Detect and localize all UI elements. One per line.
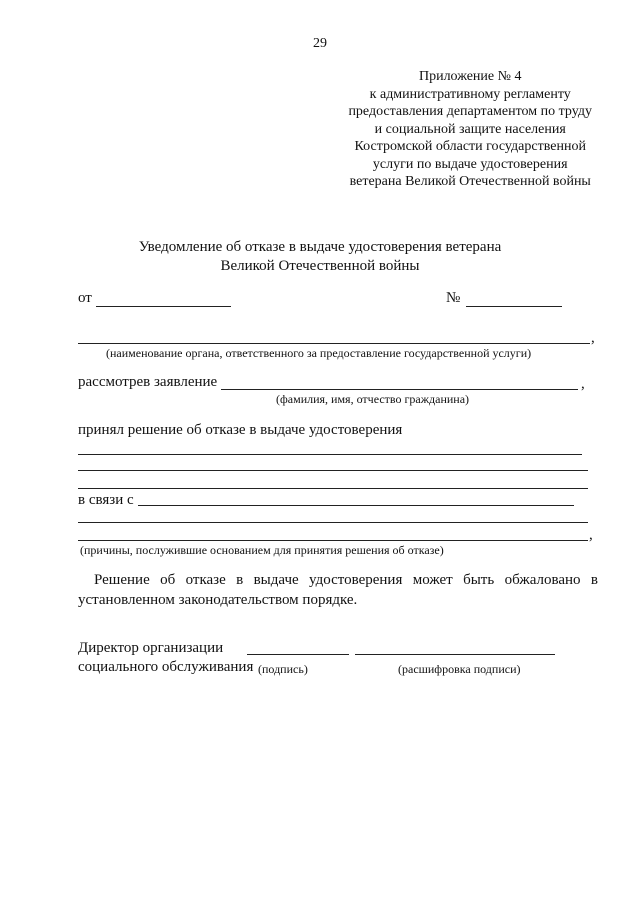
appendix-line: Костромской области государственной <box>354 139 586 154</box>
appendix-line: Приложение № 4 <box>418 69 522 84</box>
citizen-caption: (фамилия, имя, отчество гражданина) <box>276 392 470 406</box>
page-number: 29 <box>313 36 327 51</box>
organization-caption: (наименование органа, ответственного за предоставление государственной услуги) <box>106 346 532 360</box>
from-date-field-line[interactable] <box>96 306 231 307</box>
reason-label: в связи с <box>78 492 134 508</box>
citizen-field-line[interactable] <box>221 389 578 390</box>
appendix-line: услуги по выдаче удостоверения <box>372 156 568 172</box>
organization-field-line[interactable] <box>78 343 590 344</box>
appendix-line: и социальной защите населения <box>374 121 566 137</box>
appendix-line: ветерана Великой Отечественной войны <box>349 174 591 189</box>
document-title-line1: Уведомление об отказе в выдаче удостоверения ветерана <box>138 239 502 255</box>
signature-decode-field-line[interactable] <box>355 654 555 655</box>
document-title <box>0 238 640 276</box>
director-position-line2: социального обслуживания <box>78 659 254 675</box>
decision-field-line-2[interactable] <box>78 470 588 471</box>
appeal-paragraph: Решение об отказе в выдаче удостоверения может быть обжаловано в установленном законодательством порядке. <box>78 572 598 608</box>
reviewed-label: рассмотрев заявление <box>78 374 218 390</box>
number-field-line[interactable] <box>466 306 562 307</box>
appendix-line: предоставления департаментом по труду <box>348 104 592 119</box>
organization-comma: , <box>591 330 595 346</box>
director-position-line1: Директор организации <box>78 640 224 656</box>
reason-field-line-3[interactable] <box>78 540 588 541</box>
number-label: № <box>446 290 461 306</box>
signature-field-line[interactable] <box>247 654 349 655</box>
decision-field-line-1[interactable] <box>78 454 582 455</box>
reason-field-line-1[interactable] <box>138 505 574 506</box>
from-label: от <box>78 290 92 306</box>
appendix-line: к административному регламенту <box>369 86 571 102</box>
decision-label: принял решение об отказе в выдаче удостоверения <box>78 422 403 438</box>
signature-decode-caption: (расшифровка подписи) <box>398 662 521 676</box>
decision-field-line-3[interactable] <box>78 488 588 489</box>
reason-caption: (причины, послужившие основанием для принятия решения об отказе) <box>80 543 444 557</box>
reason-comma: , <box>589 527 593 543</box>
appendix-header <box>348 68 592 191</box>
signature-caption: (подпись) <box>258 662 308 676</box>
reason-field-line-2[interactable] <box>78 522 588 523</box>
document-title-line2: Великой Отечественной войны <box>220 258 420 274</box>
citizen-comma: , <box>581 376 585 392</box>
